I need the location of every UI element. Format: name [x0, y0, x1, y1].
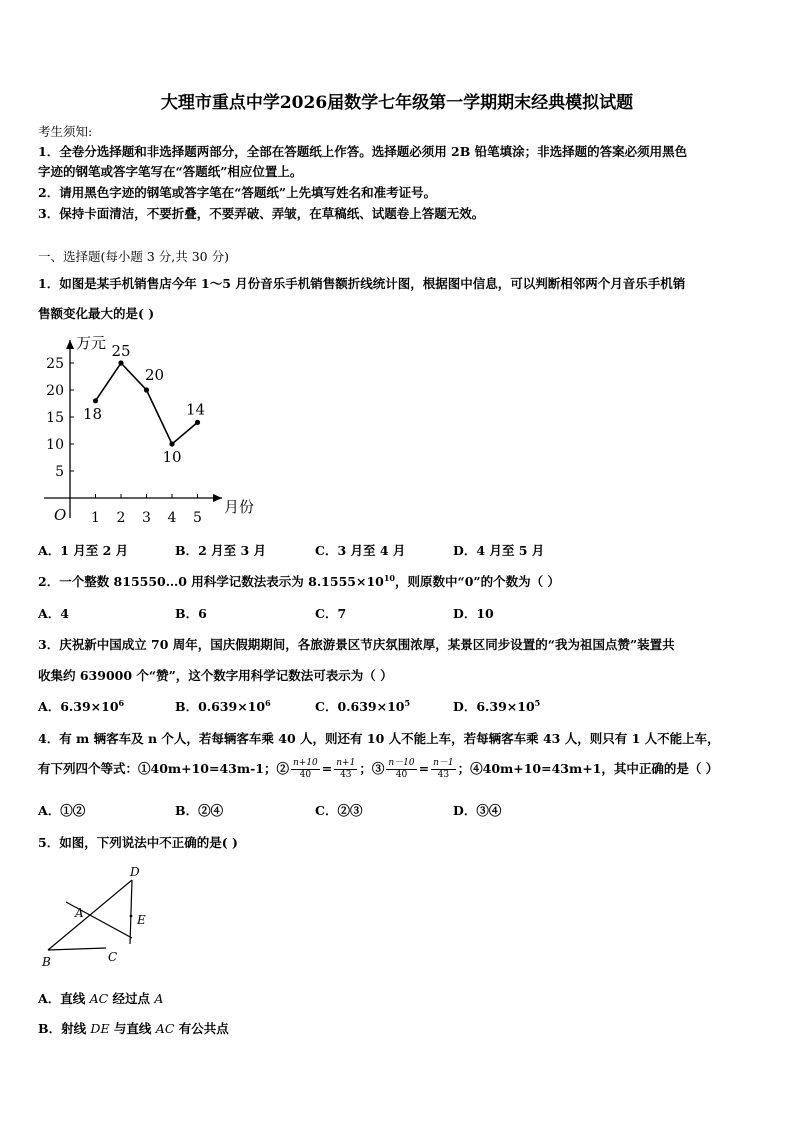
notice-heading: 考生须知: [38, 124, 93, 139]
q1-option-c: C．3 月至 4 月 [315, 543, 406, 558]
q4-option-d: D．③④ [453, 803, 502, 818]
q2-exponent: 10 [383, 572, 395, 583]
chart-x-tick-label: 1 [91, 510, 100, 526]
chart-point [93, 398, 98, 403]
label-a: A [75, 906, 84, 920]
q3-option-a [38, 697, 124, 715]
q1-stem-line2: 售额变化最大的是( ) [38, 306, 155, 321]
q4-frac-2-den: 43 [340, 770, 352, 780]
section-heading: 一、选择题(每小题 3 分,共 30 分) [38, 249, 229, 264]
q3-option-c [315, 697, 410, 715]
q5-option-a [38, 989, 163, 1007]
q4-frac-4 [431, 758, 456, 781]
notice-item-1: 1．全卷分选择题和非选择题两部分，全部在答题纸上作答。选择题必须用 2B 铅笔填涂；非选择题的答案必须用黑色 [38, 144, 688, 159]
q5-geometry-figure [36, 862, 166, 972]
chart-point [118, 360, 123, 365]
q4-option-c: C．②③ [315, 803, 363, 818]
q5-option-b-tail: 有公共点 [174, 1021, 229, 1036]
label-b: B [42, 955, 51, 969]
q3-option-b-exp: 6 [265, 697, 271, 708]
q1-option-a: A．1 月至 2 月 [38, 543, 129, 558]
chart-y-tick-label: 5 [55, 464, 64, 480]
q3-option-d-exp: 5 [534, 697, 541, 708]
q3-stem-line2: 收集约 639000 个“赞”，这个数字用科学记数法可表示为（ ） [38, 668, 393, 683]
q3-option-a-exp: 6 [118, 697, 125, 708]
q4-eq-intro: 有下列四个等式：①40m+10=43m-1；② [38, 761, 289, 776]
q2-stem [38, 572, 560, 590]
segment-bc [48, 948, 106, 950]
page-title: 大理市重点中学2026届数学七年级第一学期期末经典模拟试题 [160, 93, 634, 113]
chart-y-axis-arrow [66, 340, 74, 349]
q3-option-b [175, 697, 271, 715]
q4-frac-4-den: 43 [437, 770, 450, 780]
chart-x-tick-label: 5 [193, 510, 202, 526]
q2-stem-b: ，则原数中“0”的个数为（ ） [395, 574, 560, 589]
q5-stem: 5．如图，下列说法中不正确的是( ) [38, 835, 238, 850]
chart-point [195, 420, 200, 425]
q4-eq-sign-1: = [321, 761, 333, 776]
q4-eq-tail: ；④40m+10=43m+1，其中正确的是（ ） [457, 761, 719, 776]
q2-option-a: A．4 [38, 606, 69, 621]
chart-data-label: 18 [82, 404, 103, 423]
q2-option-c: C．7 [315, 606, 347, 621]
q5-option-b [38, 1019, 229, 1037]
q3-option-d-base: D．6.39×10 [453, 699, 535, 714]
q4-frac-3-den: 40 [395, 770, 408, 780]
q5-option-b-mid: 与直线 [109, 1021, 156, 1036]
chart-y-axis-label: 万元 [76, 334, 107, 352]
chart-data-label: 25 [111, 342, 131, 360]
q3-option-b-base: B．0.639×10 [175, 699, 266, 714]
chart-y-tick-label: 20 [46, 383, 64, 399]
q4-eq-sign-2: = [418, 761, 430, 776]
label-c: C [108, 950, 118, 964]
q4-frac-1-den: 40 [299, 770, 312, 780]
q3-option-c-exp: 5 [404, 697, 411, 708]
chart-x-tick-label: 3 [142, 510, 151, 526]
chart-point [144, 387, 149, 392]
q2-stem-a: 2．一个整数 815550…0 用科学记数法表示为 8.1555×10 [38, 574, 384, 589]
chart-x-ticks [91, 494, 202, 526]
q4-frac-3 [386, 758, 416, 781]
q2-option-d: D．10 [453, 606, 494, 621]
chart-point [169, 441, 174, 446]
q1-line-chart [36, 332, 266, 528]
q4-frac-2 [334, 758, 357, 781]
q4-frac-4-num: n－1 [433, 758, 454, 768]
chart-x-axis-label: 月份 [224, 498, 255, 516]
notice-item-1-cont: 字迹的钢笔或答字笔写在“答题纸”相应位置上。 [38, 164, 303, 179]
chart-x-axis-arrow [213, 494, 222, 502]
notice-item-2: 2．请用黑色字迹的钢笔或答字笔在“答题纸”上先填写姓名和准考证号。 [38, 185, 437, 200]
q3-stem-line1: 3．庆祝新中国成立 70 周年，国庆假期期间，各旅游景区节庆氛围浓厚，某景区同步设置的“我为祖国点赞”装置共 [38, 637, 675, 652]
chart-y-tick-label: 10 [46, 437, 64, 453]
q4-frac-1 [291, 758, 320, 781]
q4-option-a: A．①② [38, 803, 86, 818]
q4-stem-line1: 4．有 m 辆客车及 n 个人，若每辆客车乘 40 人，则还有 10 人不能上车，若每辆客车乘 43 人，则只有 1 人不能上车， [38, 731, 720, 746]
q5-option-a-prefix: A．直线 [38, 991, 90, 1006]
chart-x-tick-label: 2 [116, 510, 126, 526]
q5-option-b-ray: DE [90, 1021, 110, 1036]
q3-option-a-base: A．6.39×10 [38, 699, 119, 714]
q5-option-a-line: AC [89, 991, 109, 1006]
chart-y-tick-label: 15 [46, 410, 64, 426]
chart-data-label: 20 [144, 366, 165, 384]
ray-de [130, 880, 132, 944]
chart-data-label: 14 [185, 400, 206, 419]
q1-option-d: D．4 月至 5 月 [453, 543, 545, 558]
segment-bd [48, 880, 132, 950]
label-d: D [130, 865, 140, 879]
q4-option-b: B．②④ [175, 803, 224, 818]
chart-x-tick-label: 4 [167, 510, 177, 526]
label-e: E [137, 913, 146, 927]
q5-option-a-point: A [154, 991, 164, 1006]
q5-option-b-line: AC [155, 1021, 175, 1036]
chart-origin-label: O [54, 506, 67, 524]
q5-option-a-mid: 经过点 [108, 991, 155, 1006]
q4-stem-line2 [38, 758, 718, 781]
q3-option-d [453, 697, 540, 715]
q1-option-b: B．2 月至 3 月 [175, 543, 267, 558]
chart-data-label: 10 [162, 448, 182, 466]
q1-stem-line1: 1．如图是某手机销售店今年 1～5 月份音乐手机销售额折线统计图，根据图中信息，可以判断相邻两个月音乐手机销 [38, 276, 686, 291]
q4-frac-3-num: n－10 [388, 758, 415, 768]
chart-axes [44, 340, 222, 518]
notice-item-3: 3．保持卡面清洁，不要折叠，不要弄破、弄皱，在草稿纸、试题卷上答题无效。 [38, 206, 485, 221]
chart-y-tick-label: 25 [46, 356, 64, 372]
q5-option-b-prefix: B．射线 [38, 1021, 91, 1036]
q3-option-c-base: C．0.639×10 [315, 699, 405, 714]
chart-data-labels [83, 342, 205, 466]
q4-sep-3: ；③ [359, 761, 385, 776]
q4-frac-1-num: n+10 [292, 758, 318, 768]
q4-frac-2-num: n+1 [336, 758, 356, 768]
point-e [130, 915, 133, 918]
q2-option-b: B．6 [175, 606, 207, 621]
